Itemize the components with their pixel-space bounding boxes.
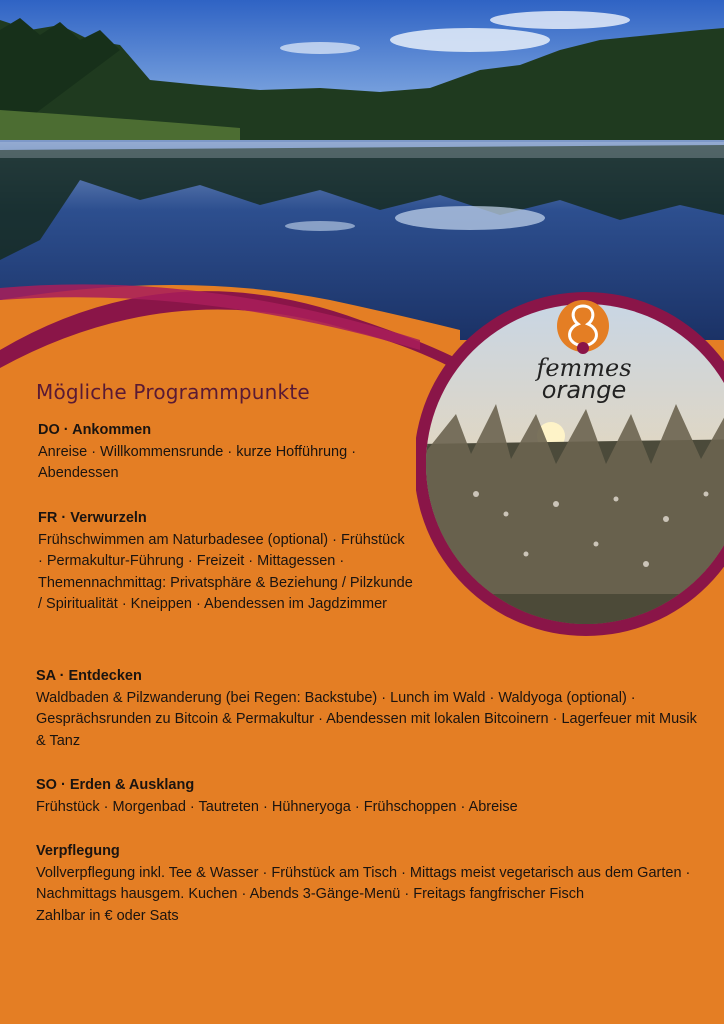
payment-note: Zahlbar in € oder Sats	[36, 907, 179, 924]
section-body: Anreise · Willkommensrunde · kurze Hofführung · Abendessen	[38, 443, 357, 481]
section-title: SA · Entdecken	[36, 668, 142, 684]
section-body: Vollverpflegung inkl. Tee & Wasser · Frühstück am Tisch · Mittags meist vegetarisch aus dem Garten · Nachmittags hausgem. Kuchen · Abends 3-Gänge-Menü · Freitags fangfrischer Fisch	[36, 864, 691, 902]
page-title: Mögliche Programmpunkte	[36, 380, 310, 404]
logo-text-orange: orange	[541, 376, 627, 404]
section-title: FR · Verwurzeln	[38, 510, 147, 526]
section-title: SO · Erden & Ausklang	[36, 777, 195, 793]
section-title: Verpflegung	[36, 843, 120, 859]
program-section-so	[36, 775, 706, 818]
section-title: DO · Ankommen	[38, 422, 152, 438]
program-section-do	[38, 420, 398, 485]
program-section-fr	[38, 508, 413, 616]
section-body: Waldbaden & Pilzwanderung (bei Regen: Backstube) · Lunch im Wald · Waldyoga (optional) · Gesprächsrunden zu Bitcoin & Permakultur · Abendessen mit lokalen Bitcoinern · Lagerfeuer mit Musik & Tanz	[36, 689, 697, 749]
logo-text-femmes: femmes	[536, 354, 632, 382]
program-section-sa	[36, 666, 706, 752]
section-body: Frühschwimmen am Naturbadesee (optional) · Frühstück · Permakultur-Führung · Freizeit · Mittagessen · Themennachmittag: Privatsphäre & Beziehung / Pilzkunde / Spiritualität · Kneippen · Abendessen im Jagdzimmer	[38, 531, 413, 612]
section-body: Frühstück · Morgenbad · Tautreten · Hühneryoga · Frühschoppen · Abreise	[36, 798, 518, 815]
femmes-orange-logo	[526, 296, 646, 406]
catering-section	[36, 841, 706, 927]
